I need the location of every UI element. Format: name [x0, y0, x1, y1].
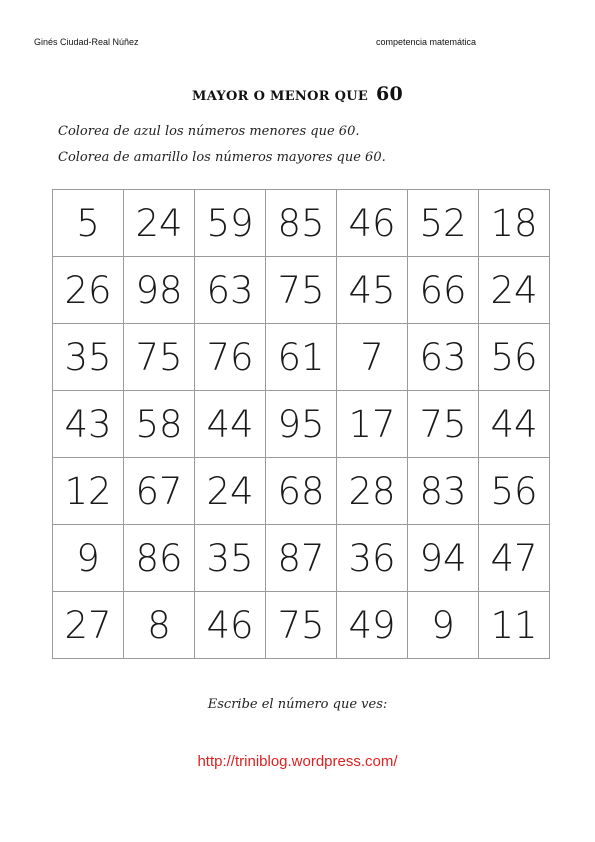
grid-cell[interactable]: 83	[408, 458, 479, 525]
grid-cell[interactable]: 63	[195, 257, 266, 324]
grid-cell[interactable]: 61	[266, 324, 337, 391]
grid-cell[interactable]: 9	[408, 592, 479, 659]
grid-cell[interactable]: 44	[479, 391, 550, 458]
grid-row	[53, 458, 550, 525]
grid-row	[53, 391, 550, 458]
write-prompt: Escribe el número que ves:	[207, 697, 388, 712]
grid-cell[interactable]: 7	[337, 324, 408, 391]
grid-cell[interactable]: 36	[337, 525, 408, 592]
grid-cell[interactable]: 75	[124, 324, 195, 391]
grid-cell[interactable]: 44	[195, 391, 266, 458]
instruction-blue: Colorea de azul los números menores que 60.	[58, 124, 360, 139]
grid-cell[interactable]: 66	[408, 257, 479, 324]
grid-cell[interactable]: 63	[408, 324, 479, 391]
grid-row	[53, 592, 550, 659]
grid-cell[interactable]: 98	[124, 257, 195, 324]
grid-cell[interactable]: 35	[53, 324, 124, 391]
grid-cell[interactable]: 85	[266, 190, 337, 257]
grid-cell[interactable]: 58	[124, 391, 195, 458]
grid-row	[53, 525, 550, 592]
title-text: MAYOR O MENOR QUE	[192, 89, 369, 104]
grid-cell[interactable]: 47	[479, 525, 550, 592]
grid-cell[interactable]: 87	[266, 525, 337, 592]
grid-cell[interactable]: 46	[337, 190, 408, 257]
grid-cell[interactable]: 43	[53, 391, 124, 458]
footer-link[interactable]: http://triniblog.wordpress.com/	[197, 753, 398, 770]
number-grid	[52, 189, 550, 659]
grid-cell[interactable]: 95	[266, 391, 337, 458]
grid-cell[interactable]: 49	[337, 592, 408, 659]
grid-cell[interactable]: 26	[53, 257, 124, 324]
grid-cell[interactable]: 8	[124, 592, 195, 659]
grid-cell[interactable]: 75	[408, 391, 479, 458]
grid-cell[interactable]: 59	[195, 190, 266, 257]
grid-cell[interactable]: 27	[53, 592, 124, 659]
grid-cell[interactable]: 35	[195, 525, 266, 592]
header-author: Ginés Ciudad-Real Núñez	[34, 37, 139, 47]
grid-cell[interactable]: 12	[53, 458, 124, 525]
grid-cell[interactable]: 46	[195, 592, 266, 659]
grid-cell[interactable]: 24	[124, 190, 195, 257]
header-subject: competencia matemática	[376, 37, 477, 47]
title-number: 60	[375, 83, 403, 105]
grid-cell[interactable]: 94	[408, 525, 479, 592]
grid-cell[interactable]: 11	[479, 592, 550, 659]
grid-cell[interactable]: 68	[266, 458, 337, 525]
grid-cell[interactable]: 67	[124, 458, 195, 525]
grid-cell[interactable]: 52	[408, 190, 479, 257]
grid-cell[interactable]: 17	[337, 391, 408, 458]
grid-cell[interactable]: 24	[195, 458, 266, 525]
grid-row	[53, 257, 550, 324]
grid-cell[interactable]: 18	[479, 190, 550, 257]
grid-row	[53, 324, 550, 391]
grid-cell[interactable]: 28	[337, 458, 408, 525]
grid-cell[interactable]: 45	[337, 257, 408, 324]
grid-cell[interactable]: 56	[479, 324, 550, 391]
grid-cell[interactable]: 76	[195, 324, 266, 391]
instruction-yellow: Colorea de amarillo los números mayores que 60.	[58, 150, 386, 165]
grid-cell[interactable]: 9	[53, 525, 124, 592]
grid-cell[interactable]: 5	[53, 190, 124, 257]
grid-row	[53, 190, 550, 257]
page-title	[0, 83, 595, 105]
grid-cell[interactable]: 56	[479, 458, 550, 525]
grid-cell[interactable]: 75	[266, 592, 337, 659]
grid-cell[interactable]: 75	[266, 257, 337, 324]
grid-cell[interactable]: 86	[124, 525, 195, 592]
grid-cell[interactable]: 24	[479, 257, 550, 324]
